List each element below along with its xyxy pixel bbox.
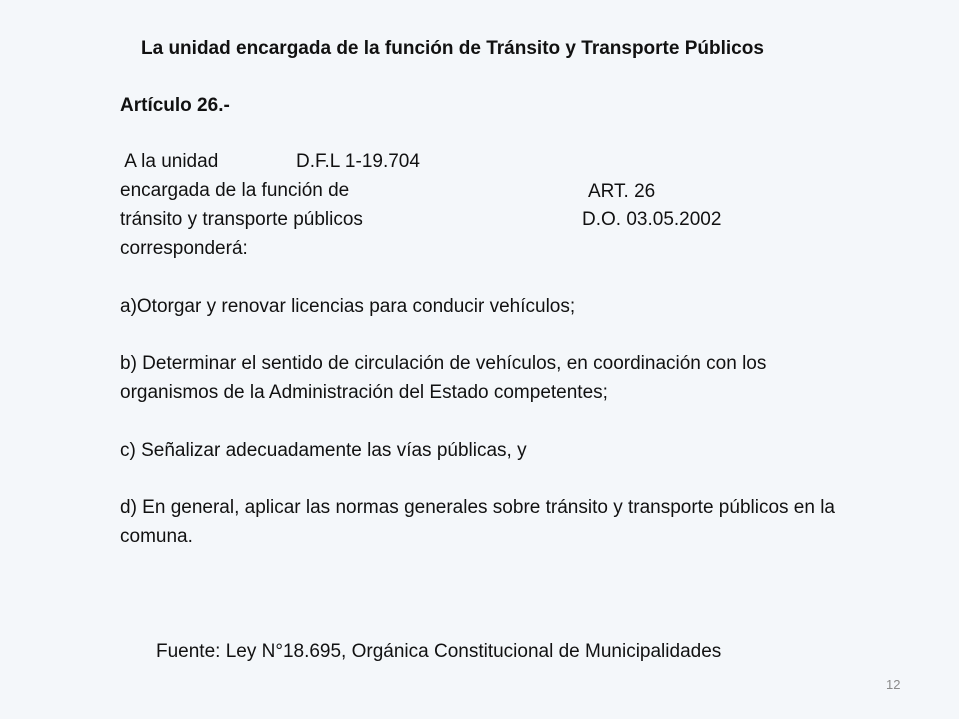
list-item-b-line: organismos de la Administración del Estado competentes; [120, 382, 608, 403]
intro-line: encargada de la función de [120, 180, 350, 201]
source-citation: Fuente: Ley N°18.695, Orgánica Constitucional de Municipalidades [156, 641, 722, 662]
reference-article: ART. 26 [588, 181, 656, 202]
intro-line: tránsito y transporte públicos [120, 209, 363, 230]
list-item-b-line: b) Determinar el sentido de circulación de vehículos, en coordinación con los [120, 353, 767, 374]
list-item-d-line: comuna. [120, 526, 193, 547]
page-number: 12 [886, 677, 901, 692]
slide-heading: La unidad encargada de la función de Tránsito y Transporte Públicos [141, 38, 764, 59]
list-item-c: c) Señalizar adecuadamente las vías públicas, y [120, 440, 527, 461]
list-item-b [120, 349, 766, 407]
reference-dfl: D.F.L 1-19.704 [296, 151, 420, 172]
article-title: Artículo 26.- [120, 95, 230, 116]
list-item-d-line: d) En general, aplicar las normas generales sobre tránsito y transporte públicos en la [120, 497, 835, 518]
list-item-d [120, 493, 835, 551]
reference-official-gazette: D.O. 03.05.2002 [582, 209, 722, 230]
intro-line: A la unidad [120, 151, 219, 172]
list-item-a: a)Otorgar y renovar licencias para conducir vehículos; [120, 296, 576, 317]
intro-line: corresponderá: [120, 238, 248, 259]
